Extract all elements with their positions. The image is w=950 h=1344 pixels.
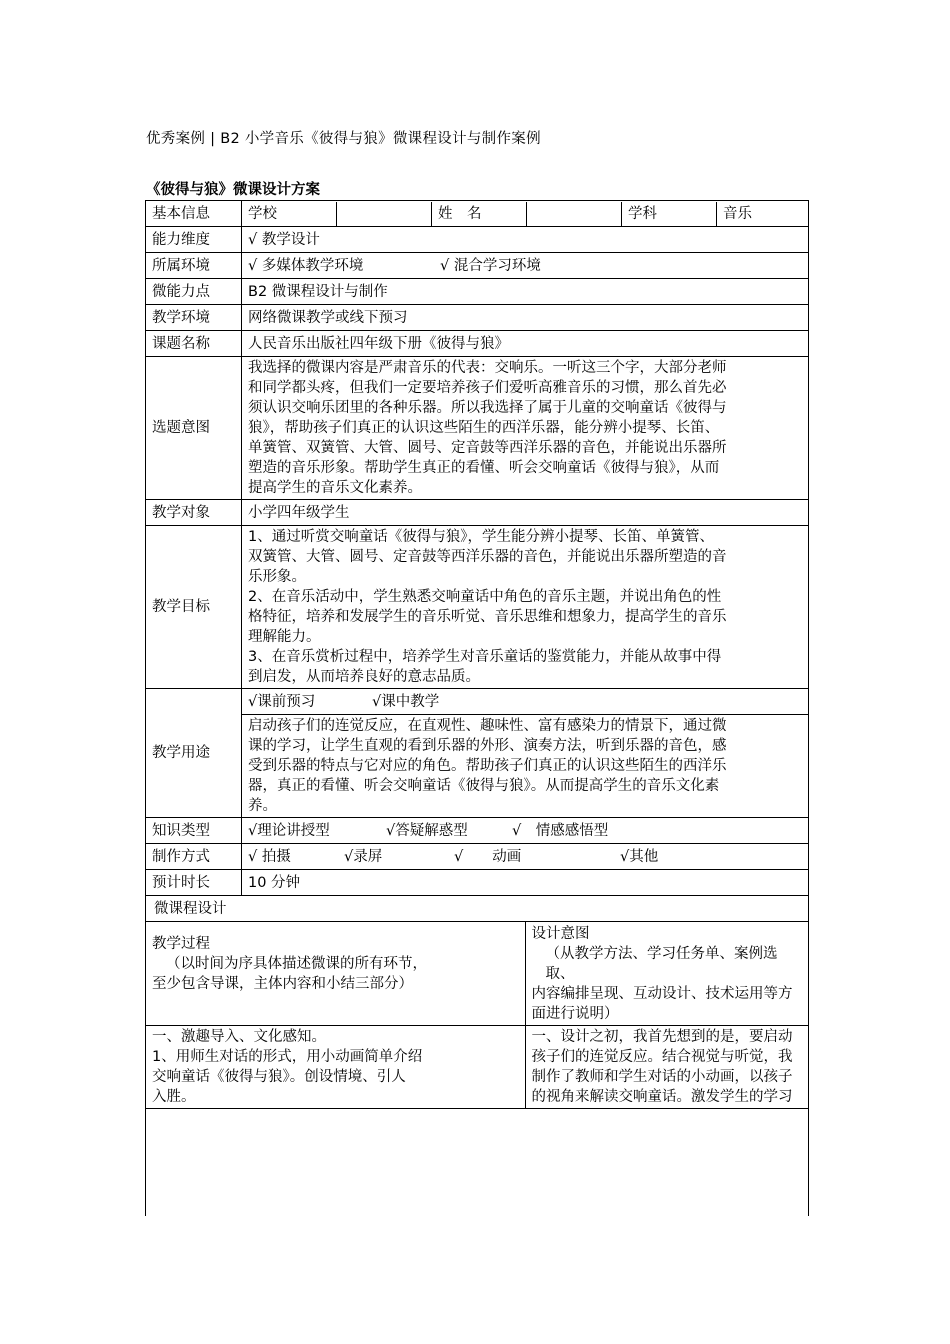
teaching-env-value: 网络微课教学或线下预习 (242, 305, 809, 331)
audience-label: 教学对象 (146, 500, 242, 526)
ability-value: √ 教学设计 (242, 227, 809, 253)
intent-line: 须认识交响乐团里的各种乐器。所以我选择了属于儿童的交响童话《彼得与 (248, 400, 727, 416)
step-line: 交响童话《彼得与狼》。创设情境、引人 (152, 1069, 406, 1085)
row-topic (146, 331, 809, 357)
intent-line: 和同学都头疼，但我们一定要培养孩子们爱听高雅音乐的习惯，那么首先必 (248, 380, 727, 396)
goal-line: 双簧管、大管、圆号、定音鼓等西洋乐器的音色，并能说出乐器所塑造的音 (248, 549, 727, 565)
row-production (146, 844, 809, 870)
row-micro-point (146, 279, 809, 305)
micro-point-label: 微能力点 (146, 279, 242, 305)
intent-column-title: 设计意图 (531, 926, 590, 942)
row-design-header (146, 896, 809, 922)
intent-line: 单簧管、双簧管、大管、圆号、定音鼓等西洋乐器的音色，并能说出乐器所 (248, 440, 727, 456)
goal-line: 3、在音乐赏析过程中，培养学生对音乐童话的鉴赏能力，并能从故事中得 (248, 649, 722, 665)
usage-option-inclass: √课中教学 (372, 693, 440, 710)
production-option-record: √录屏 (344, 848, 383, 865)
goal-line: 到启发，从而培养良好的意志品质。 (248, 669, 480, 685)
design-plan-table (145, 200, 809, 1109)
environment-option-blended: √ 混合学习环境 (440, 257, 541, 274)
intent-note-line: 面进行说明） (531, 1006, 619, 1022)
step-line: 入胜。 (152, 1089, 196, 1105)
reason-line: 一、设计之初，我首先想到的是，要启动 (531, 1029, 793, 1045)
process-note-line: 至少包含导课，主体内容和小结三部分） (152, 976, 413, 992)
environment-label: 所属环境 (146, 253, 242, 279)
design-label: 微课程设计 (146, 896, 809, 922)
goal-line: 乐形象。 (248, 569, 306, 585)
row-teaching-env (146, 305, 809, 331)
duration-value: 10 分钟 (242, 870, 809, 896)
goal-line: 格特征，培养和发展学生的音乐听觉、音乐思维和想象力，提高学生的音乐 (248, 609, 727, 625)
duration-label: 预计时长 (146, 870, 242, 896)
production-option-shoot: √ 拍摄 (248, 848, 291, 865)
step-line: 1、用师生对话的形式，用小动画简单介绍 (152, 1049, 423, 1065)
knowledge-label: 知识类型 (146, 818, 242, 844)
environment-option-multimedia: √ 多媒体教学环境 (248, 257, 364, 274)
audience-value: 小学四年级学生 (242, 500, 809, 526)
school-value (337, 202, 432, 226)
usage-label: 教学用途 (146, 689, 242, 818)
intent-note-line: 内容编排呈现、互动设计、技术运用等方 (531, 986, 793, 1002)
topic-label: 课题名称 (146, 331, 242, 357)
name-label: 姓 名 (432, 202, 527, 226)
goal-line: 1、通过听赏交响童话《彼得与狼》，学生能分辨小提琴、长笛、单簧管、 (248, 529, 714, 545)
usage-line: 启动孩子们的连觉反应，在直观性、趣味性、富有感染力的情景下，通过微 (248, 718, 727, 734)
usage-option-preview: √课前预习 (248, 693, 316, 710)
micro-point-value: B2 微课程设计与制作 (242, 279, 809, 305)
reason-line: 制作了教师和学生对话的小动画，以孩子 (531, 1069, 793, 1085)
intent-line: 提高学生的音乐文化素养。 (248, 480, 422, 496)
process-title: 教学过程 (152, 936, 210, 952)
intent-line: 狼》，帮助孩子们真正的认识这些陌生的西洋乐器，能分辨小提琴、长笛、 (248, 420, 720, 436)
subject-label: 学科 (622, 202, 717, 226)
row-intent (146, 357, 809, 500)
basic-info-label: 基本信息 (146, 201, 242, 227)
intent-line: 塑造的音乐形象。帮助学生真正的看懂、听会交响童话《彼得与狼》，从而 (248, 460, 720, 476)
teaching-env-label: 教学环境 (146, 305, 242, 331)
row-design-step-1 (146, 1026, 809, 1109)
row-duration (146, 870, 809, 896)
usage-line: 课的学习，让学生直观的看到乐器的外形、演奏方法，听到乐器的音色，感 (248, 738, 727, 754)
knowledge-option-emotion: √ 情感感悟型 (512, 822, 609, 839)
topic-value: 人民音乐出版社四年级下册《彼得与狼》 (242, 331, 809, 357)
reason-line: 的视角来解读交响童话。激发学生的学习 (531, 1089, 793, 1105)
row-usage-text (146, 715, 809, 818)
intent-line: 我选择的微课内容是严肃音乐的代表：交响乐。一听这三个字，大部分老师 (248, 360, 727, 376)
usage-line: 受到乐器的特点与它对应的角色。帮助孩子们真正的认识这些陌生的西洋乐 (248, 758, 727, 774)
basic-info-grid (242, 202, 808, 226)
goal-line: 理解能力。 (248, 629, 321, 645)
page-header: 优秀案例 | B2 小学音乐《彼得与狼》微课程设计与制作案例 (146, 131, 541, 147)
goals-label: 教学目标 (146, 526, 242, 689)
intent-label: 选题意图 (146, 357, 242, 500)
school-label: 学校 (248, 205, 277, 222)
knowledge-option-lecture: √理论讲授型 (248, 822, 330, 839)
production-label: 制作方式 (146, 844, 242, 870)
usage-line: 器，真正的看懂、听会交响童话《彼得与狼》。从而提高学生的音乐文化素 (248, 778, 720, 794)
production-option-other: √其他 (620, 848, 659, 865)
goal-line: 2、在音乐活动中，学生熟悉交响童话中角色的音乐主题，并说出角色的性 (248, 589, 722, 605)
reason-line: 孩子们的连觉反应。结合视觉与听觉，我 (531, 1049, 793, 1065)
usage-line: 养。 (248, 798, 277, 814)
intent-note-line: （从教学方法、学习任务单、案例选取、 (545, 946, 778, 982)
row-design-columns (146, 922, 809, 1026)
row-ability (146, 227, 809, 253)
row-basic-info (146, 201, 809, 227)
ability-label: 能力维度 (146, 227, 242, 253)
document-title: 《彼得与狼》微课设计方案 (146, 182, 320, 198)
production-option-animation: √ 动画 (454, 848, 522, 865)
process-note-line: （以时间为序具体描述微课的所有环节， (166, 956, 427, 972)
row-knowledge (146, 818, 809, 844)
knowledge-option-qa: √答疑解惑型 (386, 822, 468, 839)
row-environment (146, 253, 809, 279)
name-value (527, 202, 622, 226)
row-usage-options (146, 689, 809, 715)
step-line: 一、激趣导入、文化感知。 (152, 1029, 326, 1045)
row-audience (146, 500, 809, 526)
row-goals (146, 526, 809, 689)
subject-value: 音乐 (717, 202, 809, 226)
